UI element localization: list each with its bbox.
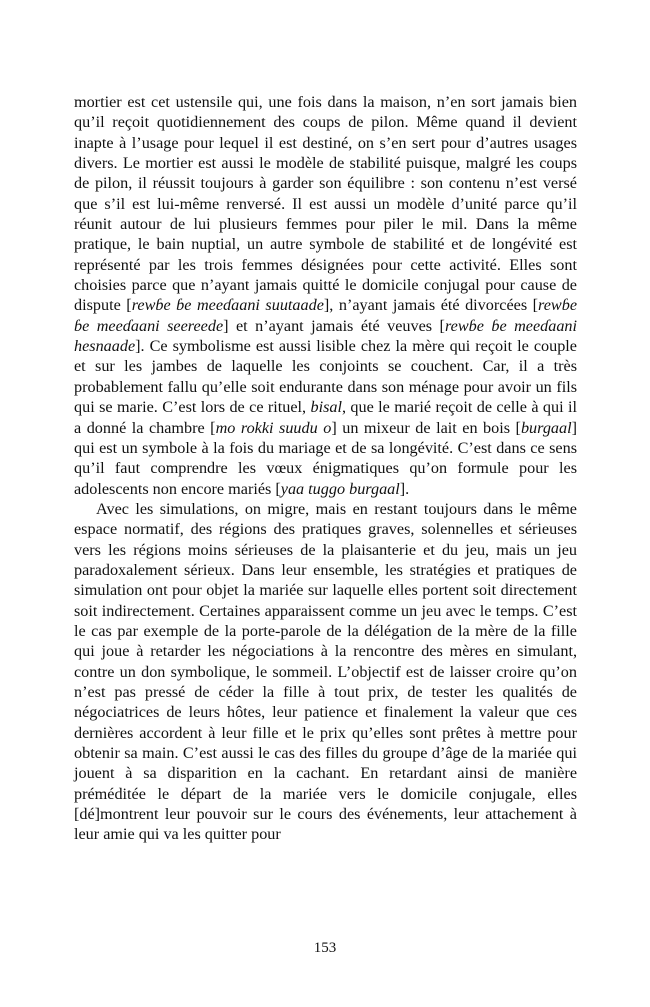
- page-number: 153: [313, 940, 337, 956]
- run: , que le marié reçoit de celle à qui il a donné la chambre [: [74, 398, 577, 437]
- paragraph-1: [74, 92, 577, 499]
- italic-term: rewɓe ɓe meeɗaani suutaade: [131, 296, 324, 315]
- run: ] un mixeur de lait en bois [: [331, 418, 521, 437]
- run: ].: [399, 479, 410, 498]
- run: mortier est cet ustensile qui, une fois dans la maison, n’en sort jamais bien qu’il reçoit quotidiennement des coups de pilon. Même quand il devient inapte à l’usage pour lequel il est destiné, on s’en sert pour d’autres usages divers. Le mortier est aussi le modèle de stabilité puisque, malgré les coups de pilon, il réussit toujours à garder son équilibre : son contenu n’est versé que s’il est lui-même renversé. Il est aussi un modèle d’unité parce qu’il réunit autour de lui plusieurs femmes pour piler le mil. Dans la même pratique, le bain nuptial, un autre symbole de stabilité et de longévité est représenté par les trois femmes désignées pour cette activité. Elles sont choisies parce que n’ayant jamais quitté le domicile conjugal pour cause de dispute [: [74, 93, 577, 315]
- run: ]. Ce symbolisme est aussi lisible chez la mère qui reçoit le couple et sur les jambes de laquelle les conjoints se couchent. Car, il a très probablement fallu qu’elle soit endurante dans son ménage pour avoir un fils qui se marie. C’est lors de ce rituel,: [74, 337, 577, 417]
- italic-term: rewɓe ɓe meeɗaani seereede: [74, 296, 578, 335]
- run: ] et n’ayant jamais été veuves [: [223, 316, 445, 335]
- page-body: [74, 92, 577, 845]
- italic-term: yaa tuggo burgaal: [280, 479, 400, 498]
- italic-term: bisal: [310, 398, 342, 417]
- run: Avec les simulations, on migre, mais en restant toujours dans le même espace normatif, des régions des pratiques graves, solennelles et sérieuses vers les régions moins sérieuses de la plaisanterie et du jeu, mais un jeu paradoxalement sérieux. Dans leur ensemble, les stratégies et pratiques de simulation ont pour objet la mariée sur laquelle elles portent soit directement soit indirectement. Certaines apparaissent comme un jeu avec le temps. C’est le cas par exemple de la porte-parole de la délégation de la mère de la fille qui joue à retarder les négociations à la rencontre des mères en simulant, contre un don symbolique, le sommeil. L’objectif est de laisser croire qu’on n’est pas pressé de céder la fille à tout prix, de tester les qualités de négociatrices de leurs hôtes, leur patience et finalement la valeur que ces dernières accordent à leur fille et le prix qu’elles sont prêtes à mettre pour obtenir sa main. C’est aussi le cas des filles du groupe d’âge de la mariée qui jouent à sa disparition en la cachant. En retardant ainsi de manière préméditée le départ de la mariée vers le domicile conjugale, elles [dé]montrent leur pouvoir sur le cours des événements, leur attachement à leur amie qui va les quitter pour: [74, 499, 577, 844]
- paragraph-2: [74, 499, 577, 845]
- italic-term: rewɓe ɓe meeɗaani hesnaade: [74, 316, 578, 356]
- run: ] qui est un symbole à la fois du mariage et de sa longévité. C’est dans ce sens qu’il faut comprendre les vœux énigmatiques qu’on formule pour les adolescents non encore mariés [: [74, 418, 577, 498]
- run: ], n’ayant jamais été divorcées [: [323, 296, 539, 315]
- italic-term: mo rokki suudu o: [215, 418, 332, 437]
- italic-term: burgaal: [520, 418, 572, 437]
